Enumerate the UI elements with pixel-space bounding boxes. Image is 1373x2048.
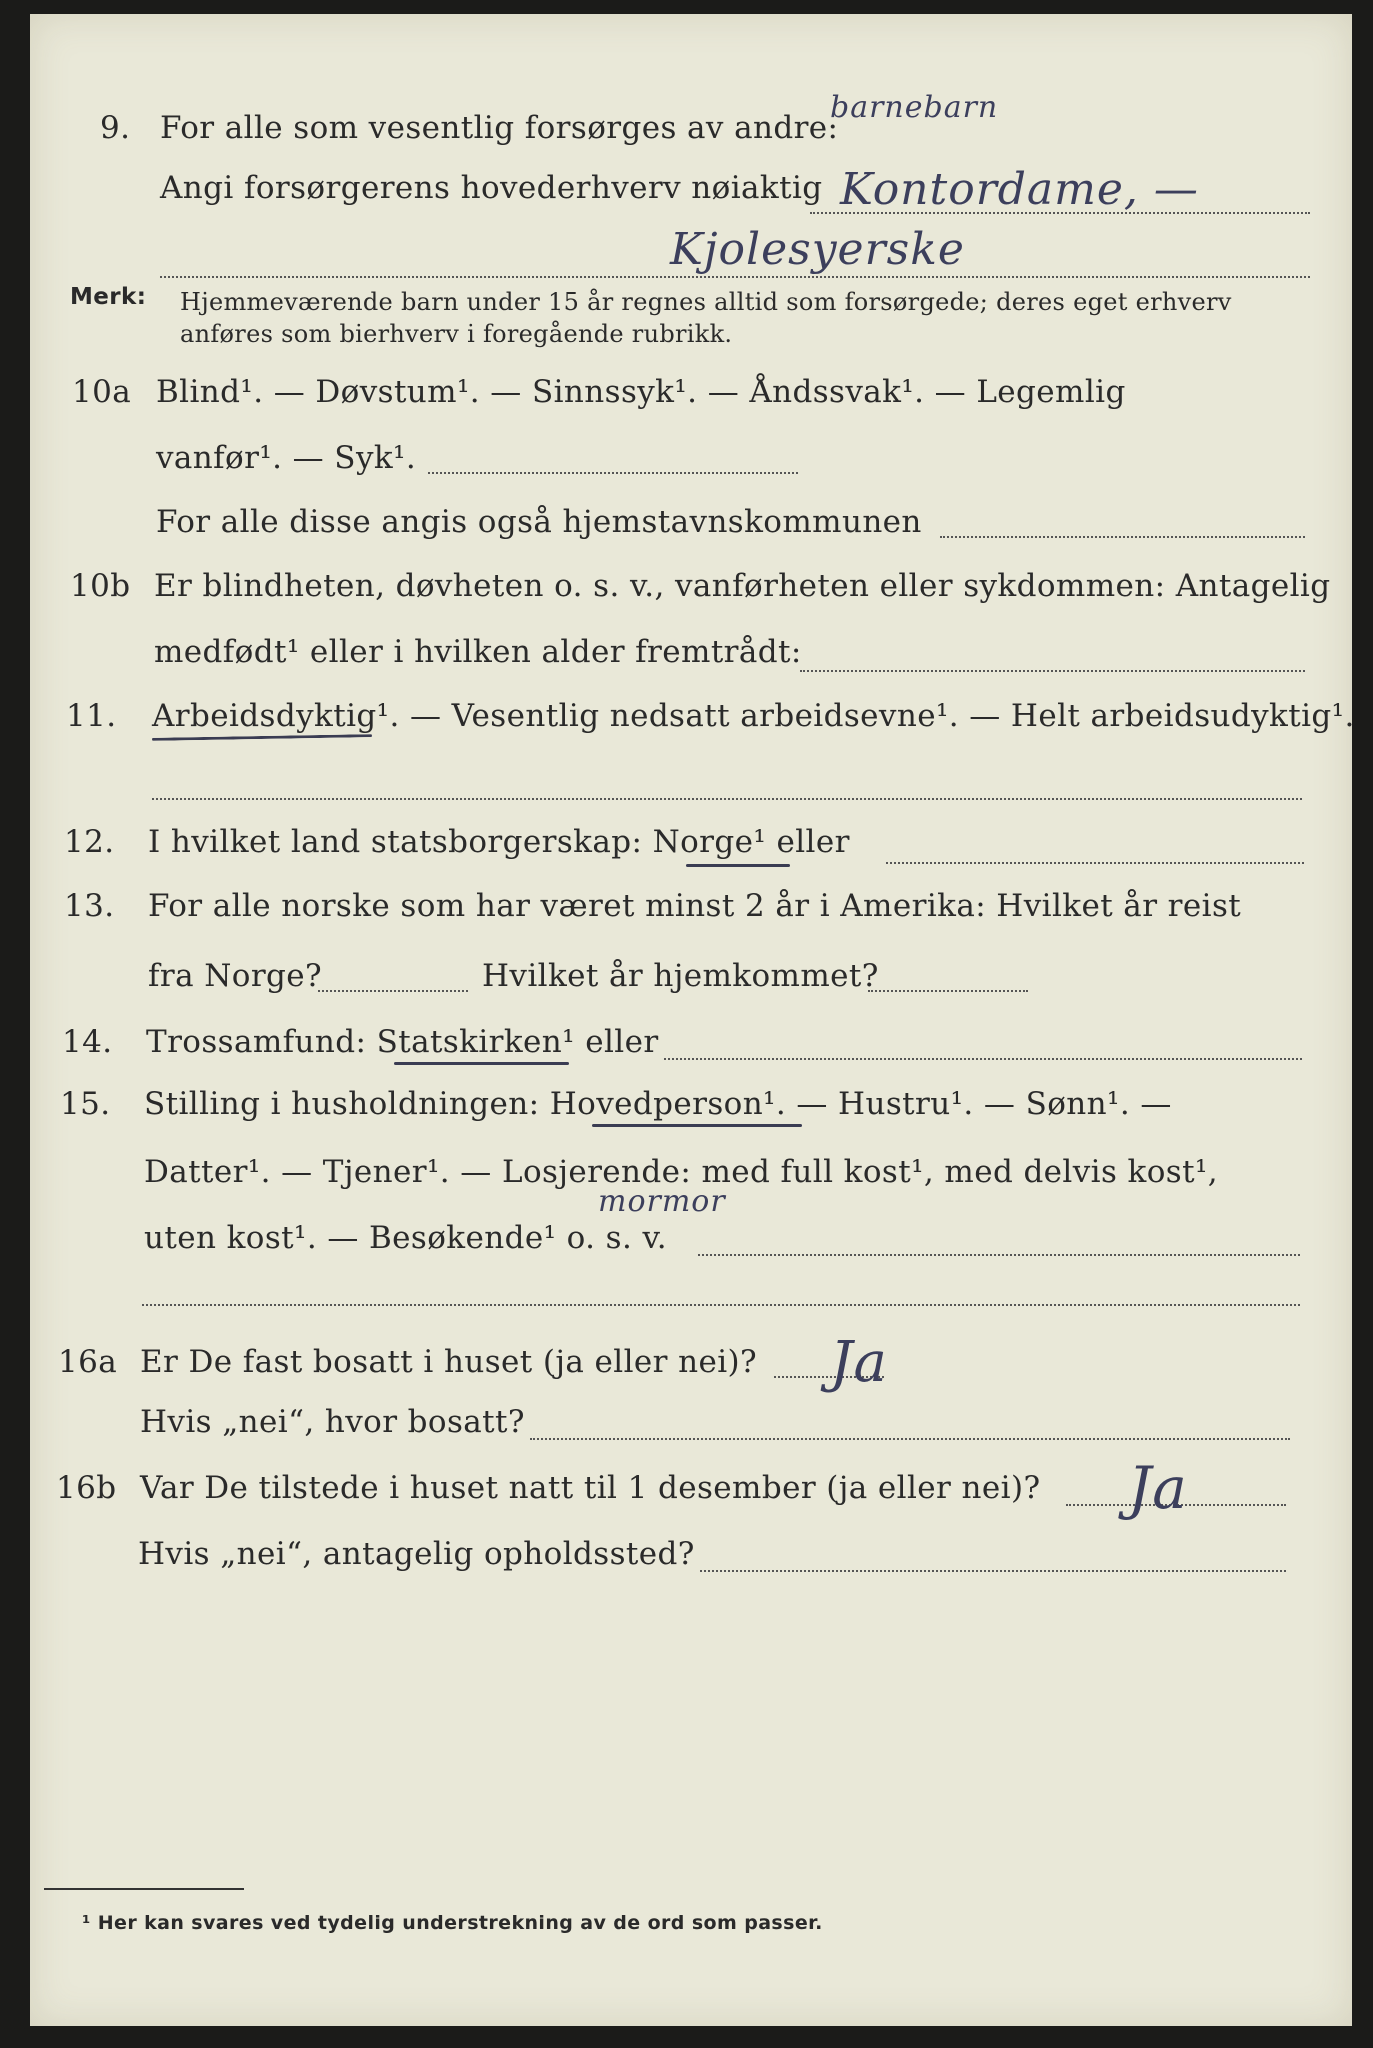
- q15-answer-line-1: [698, 1254, 1300, 1256]
- q16b-line1: Var De tilstede i huset natt til 1 desember (ja eller nei)?: [140, 1470, 1041, 1506]
- q13-answer-line-1: [318, 990, 468, 992]
- merk-label: Merk:: [70, 284, 147, 310]
- q10a-line3: For alle disse angis også hjemstavnskommunen: [156, 504, 922, 540]
- q10b-answer-line: [800, 670, 1305, 672]
- q16a-answer-line-2: [530, 1438, 1290, 1440]
- q15-answer-underline: [592, 1124, 802, 1127]
- q10b-line1: Er blindheten, døvheten o. s. v., vanførheten eller sykdommen: Antagelig: [154, 568, 1331, 604]
- q10a-answer-line-2: [940, 536, 1305, 538]
- q10a-number: 10a: [72, 374, 132, 410]
- q10b-line2: medfødt¹ eller i hvilken alder fremtrådt:: [154, 634, 802, 670]
- q16a-number: 16a: [58, 1344, 118, 1380]
- q10b-number: 10b: [70, 568, 131, 604]
- q11-number: 11.: [66, 698, 117, 734]
- q15-line3: uten kost¹. — Besøkende¹ o. s. v.: [144, 1220, 667, 1256]
- q13-line1: For alle norske som har været minst 2 år i Amerika: Hvilket år reist: [148, 888, 1242, 924]
- q9-line1: For alle som vesentlig forsørges av andre:: [160, 110, 839, 146]
- q16b-number: 16b: [56, 1470, 117, 1506]
- q12-number: 12.: [64, 824, 115, 860]
- footnote-text: ¹ Her kan svares ved tydelig understrekning av de ord som passer.: [82, 1912, 823, 1934]
- q11-answer-line: [152, 798, 1302, 800]
- q9-handwritten-occupation: Kontordame, —: [840, 164, 1199, 215]
- q16a-handwritten-answer: Ja: [830, 1330, 888, 1395]
- q9-handwritten-relation: barnebarn: [830, 90, 999, 125]
- q12-line1: I hvilket land statsborgerskap: Norge¹ eller: [148, 824, 850, 860]
- q13-line2b: Hvilket år hjemkommet?: [482, 958, 879, 994]
- census-form-sheet: [30, 14, 1355, 2026]
- q12-answer-underline: [686, 864, 790, 867]
- q16b-line2: Hvis „nei“, antagelig opholdssted?: [138, 1536, 695, 1572]
- q9-number: 9.: [100, 110, 131, 146]
- q10a-line1: Blind¹. — Døvstum¹. — Sinnssyk¹. — Åndssvak¹. — Legemlig: [156, 374, 1126, 410]
- q13-line2a: fra Norge?: [148, 958, 323, 994]
- q10a-line2: vanfør¹. — Syk¹.: [156, 440, 417, 476]
- q13-number: 13.: [64, 888, 115, 924]
- q9-answer-line-2: [160, 276, 1310, 278]
- q15-number: 15.: [60, 1086, 111, 1122]
- merk-line1: Hjemmeværende barn under 15 år regnes alltid som forsørgede; deres eget erhverv: [180, 288, 1232, 316]
- q16b-handwritten-answer: Ja: [1128, 1454, 1188, 1522]
- q14-answer-line: [664, 1058, 1302, 1060]
- q9-handwritten-occupation-2: Kjolesyerske: [670, 224, 965, 275]
- q16a-line2: Hvis „nei“, hvor bosatt?: [140, 1404, 525, 1440]
- merk-line2: anføres som bierhverv i foregående rubrikk.: [180, 320, 733, 348]
- q9-line2: Angi forsørgerens hovederhverv nøiaktig: [160, 170, 823, 206]
- q15-handwritten-answer: mormor: [598, 1184, 726, 1219]
- footnote-rule: [44, 1888, 244, 1890]
- q14-number: 14.: [62, 1024, 113, 1060]
- q15-line1: Stilling i husholdningen: Hovedperson¹. — Hustru¹. — Sønn¹. —: [144, 1086, 1172, 1122]
- q10a-answer-line-1: [428, 472, 798, 474]
- q14-answer-underline: [394, 1062, 569, 1065]
- q11-answer-underline: [152, 734, 372, 741]
- q11-line1: Arbeidsdyktig¹. — Vesentlig nedsatt arbeidsevne¹. — Helt arbeidsudyktig¹.: [152, 698, 1355, 734]
- q13-answer-line-2: [868, 990, 1028, 992]
- q15-line2: Datter¹. — Tjener¹. — Losjerende: med full kost¹, med delvis kost¹,: [144, 1154, 1219, 1190]
- q12-answer-line: [886, 862, 1304, 864]
- q16a-line1: Er De fast bosatt i huset (ja eller nei)?: [140, 1344, 758, 1380]
- q16b-answer-line-2: [700, 1570, 1286, 1572]
- q14-line1: Trossamfund: Statskirken¹ eller: [146, 1024, 659, 1060]
- q15-answer-line-2: [142, 1304, 1300, 1306]
